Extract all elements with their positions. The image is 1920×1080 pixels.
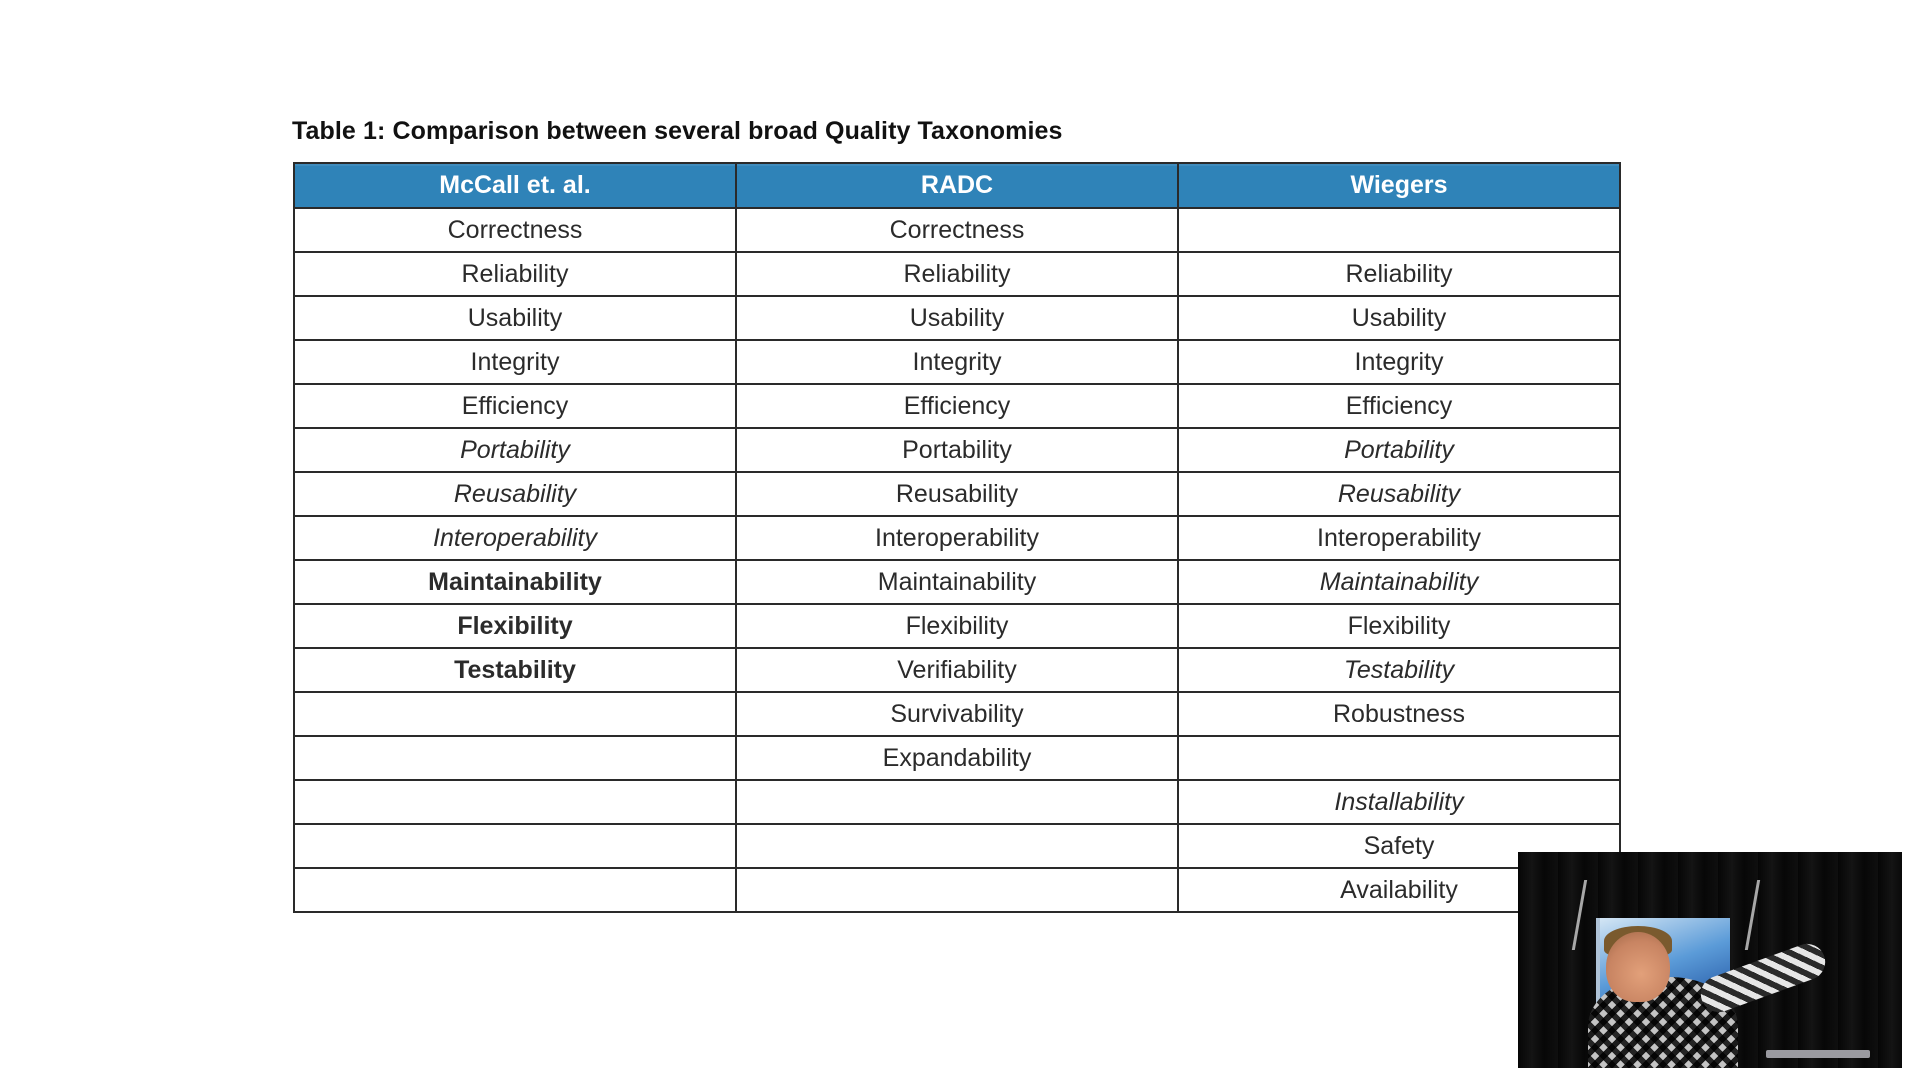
table-cell-mccall: Interoperability: [294, 516, 736, 560]
table-row: [294, 604, 1620, 648]
table-cell-wiegers: Efficiency: [1178, 384, 1620, 428]
table-row: [294, 736, 1620, 780]
table-cell-mccall: [294, 868, 736, 912]
table-cell-mccall: [294, 736, 736, 780]
table-row: [294, 780, 1620, 824]
table-cell-wiegers: Interoperability: [1178, 516, 1620, 560]
table-cell-radc: Expandability: [736, 736, 1178, 780]
table-row: [294, 692, 1620, 736]
header-mccall: McCall et. al.: [294, 163, 736, 208]
table-cell-radc: Interoperability: [736, 516, 1178, 560]
table-cell-mccall: Maintainability: [294, 560, 736, 604]
table-cell-radc: [736, 868, 1178, 912]
table-row: [294, 296, 1620, 340]
table-title: Table 1: Comparison between several broad Quality Taxonomies: [292, 117, 1063, 145]
table-cell-mccall: [294, 780, 736, 824]
table-cell-radc: Efficiency: [736, 384, 1178, 428]
table-cell-mccall: Usability: [294, 296, 736, 340]
table-cell-radc: [736, 824, 1178, 868]
table-cell-wiegers: Reusability: [1178, 472, 1620, 516]
table-cell-wiegers: Usability: [1178, 296, 1620, 340]
table-cell-wiegers: Maintainability: [1178, 560, 1620, 604]
header-wiegers: Wiegers: [1178, 163, 1620, 208]
table-cell-radc: Correctness: [736, 208, 1178, 252]
table-row: [294, 252, 1620, 296]
table-body: [294, 208, 1620, 912]
table-row: [294, 560, 1620, 604]
table-cell-wiegers: Reliability: [1178, 252, 1620, 296]
laptop: [1766, 1050, 1870, 1058]
table-row: [294, 648, 1620, 692]
table-cell-wiegers: Robustness: [1178, 692, 1620, 736]
table-cell-mccall: [294, 692, 736, 736]
table-row: [294, 472, 1620, 516]
table-row: [294, 428, 1620, 472]
table-cell-mccall: Integrity: [294, 340, 736, 384]
table-cell-mccall: [294, 824, 736, 868]
table-cell-mccall: Efficiency: [294, 384, 736, 428]
table-cell-mccall: Reliability: [294, 252, 736, 296]
table-cell-radc: Reliability: [736, 252, 1178, 296]
table-cell-radc: Portability: [736, 428, 1178, 472]
table-cell-radc: Survivability: [736, 692, 1178, 736]
table-cell-radc: Integrity: [736, 340, 1178, 384]
table-cell-wiegers: Availability: [1178, 868, 1620, 912]
quality-taxonomy-table: [293, 162, 1621, 913]
table-cell-radc: [736, 780, 1178, 824]
table-row: [294, 340, 1620, 384]
table-cell-wiegers: Testability: [1178, 648, 1620, 692]
table-cell-mccall: Reusability: [294, 472, 736, 516]
table-cell-radc: Flexibility: [736, 604, 1178, 648]
speaker-head: [1606, 932, 1670, 1002]
table-cell-radc: Reusability: [736, 472, 1178, 516]
table-cell-radc: Usability: [736, 296, 1178, 340]
table-row: [294, 868, 1620, 912]
table-header-row: [294, 163, 1620, 208]
table-cell-mccall: Correctness: [294, 208, 736, 252]
table-cell-wiegers: Integrity: [1178, 340, 1620, 384]
table-cell-wiegers: [1178, 736, 1620, 780]
table-cell-wiegers: [1178, 208, 1620, 252]
table-row: [294, 208, 1620, 252]
speaker-webcam-overlay: [1518, 852, 1902, 1068]
table-cell-radc: Verifiability: [736, 648, 1178, 692]
table-cell-wiegers: Installability: [1178, 780, 1620, 824]
table-row: [294, 824, 1620, 868]
table-cell-mccall: Portability: [294, 428, 736, 472]
table-row: [294, 384, 1620, 428]
table-cell-mccall: Testability: [294, 648, 736, 692]
table-cell-radc: Maintainability: [736, 560, 1178, 604]
table-cell-wiegers: Safety: [1178, 824, 1620, 868]
header-radc: RADC: [736, 163, 1178, 208]
table-cell-wiegers: Portability: [1178, 428, 1620, 472]
table-cell-mccall: Flexibility: [294, 604, 736, 648]
table-cell-wiegers: Flexibility: [1178, 604, 1620, 648]
table-row: [294, 516, 1620, 560]
